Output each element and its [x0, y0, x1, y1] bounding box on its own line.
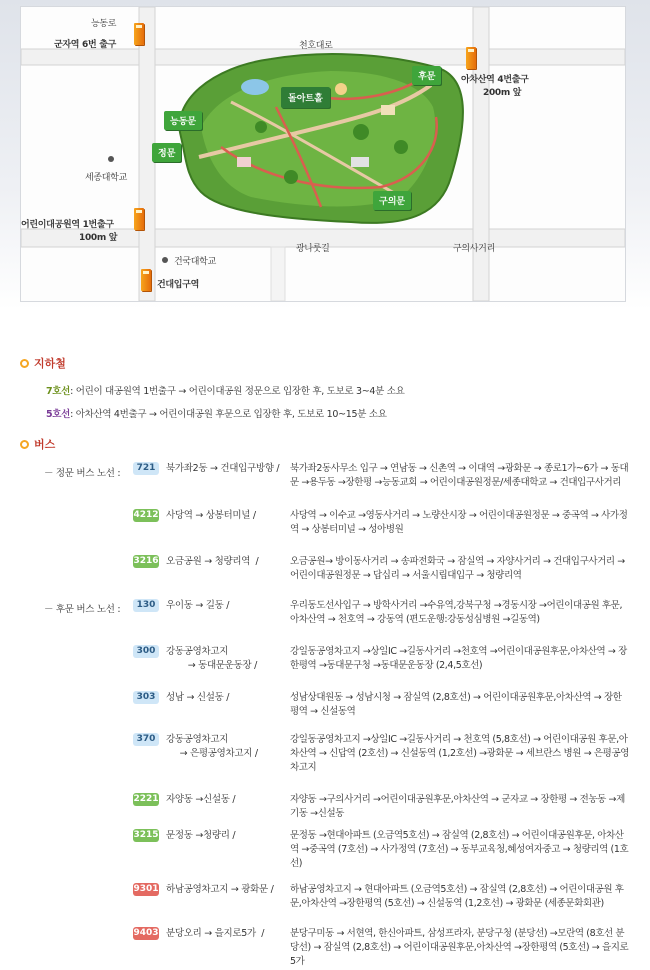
bus-route-stops: 하남공영차고지 → 현대아파트 (오금역5호선) → 잠실역 (2,8호선) → 어린이대공원 후문,아차산역 →장한평역 (5호선) → 신설동역 (1,2호선) → 광화문 (세종문화회관) [290, 884, 624, 909]
gate-main[interactable]: 정문 [152, 143, 181, 162]
bus-route-stops: 성남상대원동 → 성남시청 → 잠실역 (2,8호선) → 어린이대공원후문,아차산역 → 장한평역 → 신설동역 [290, 692, 622, 717]
konkuk-station-marker-icon [141, 269, 151, 291]
station-label-childpark: 어린이대공원역 1번출구 [21, 220, 114, 230]
road-label-gwangnaru: 광나룻길 [296, 244, 330, 254]
bus-number-badge: 130 [133, 599, 159, 612]
road-label-guui-intersection: 구의사거리 [453, 244, 495, 254]
bus-number-badge: 3215 [133, 830, 159, 840]
bus-route-direction: 강동공영차고지 → 은평공영차고지 / [166, 734, 258, 759]
bullet-icon [20, 359, 29, 368]
station-label-childpark-distance: 100m 앞 [79, 233, 118, 243]
bus-number-badge: 4212 [133, 510, 159, 520]
bus-route-direction: 분당오리 → 을지로5가 / [166, 928, 265, 939]
subway-line7 [46, 383, 404, 397]
bus-route-stops: 분당구미동 → 서현역, 한신아파트, 삼성프라자, 분당구청 (분당선) →모란역 (8호선 분당선) → 잠실역 (2,8호선) → 어린이대공원후문,아차산역 →장한평역 (5호선) → 을지로5가 [290, 928, 629, 967]
bus-route-stops: 강일동공영차고지 →상일IC →길동사거리 → 천호역 (5,8호선) → 어린이대공원 후문,아차산역 → 신답역 (2호선) → 신설동역 (1,2호선) →광화문 → 세브란스 병원 → 은평공영차고지 [290, 734, 629, 773]
bus-heading [20, 436, 55, 452]
bus-route-direction: 사당역 → 상봉터미널 / [166, 510, 256, 521]
bus-number-badge: 300 [133, 645, 159, 658]
bus-route-direction: 우이동 → 길동 / [166, 600, 230, 611]
bus-route-stops: 문정동 →현대아파트 (오금역5호선) → 잠실역 (2,8호선) → 어린이대공원후문, 아차산역 →중곡역 (7호선) → 사가정역 (7호선) → 동부교육청,혜성여자중고 → 청량리역 (1호선) [290, 830, 629, 869]
bus-number-badge: 3216 [133, 556, 159, 566]
bus-route-direction: 하남공영차고지 → 광화문 / [166, 884, 274, 895]
place-label-konkuk: 건국대학교 [174, 257, 216, 267]
gate-back[interactable]: 후문 [412, 66, 441, 85]
road-label-cheonho: 천호대로 [299, 41, 333, 51]
sejong-location-icon [108, 156, 114, 162]
bullet-icon [20, 440, 29, 449]
bus-route-direction: 강동공영차고지 → 동대문운동장 / [166, 646, 258, 671]
station-label-achasan-distance: 200m 앞 [483, 88, 522, 98]
bus-heading-text: 버스 [34, 438, 56, 451]
bus-route-stops: 자양동 →구의사거리 →어린이대공원후문,아차산역 → 군자교 → 장한평 → 전농동 →제기동 →신설동 [290, 794, 625, 819]
bus-number-badge: 9403 [133, 928, 159, 938]
line5-name: 5호선 [46, 409, 71, 420]
front-bus-label: － 정문 버스 노선 : [44, 468, 121, 479]
line5-text: : 아차산역 4번출구 → 어린이대공원 후문으로 입장한 후, 도보로 10~15분 소요 [70, 409, 387, 420]
achasan-station-marker-icon [466, 47, 476, 69]
bus-number-badge: 303 [133, 691, 159, 704]
park-map [20, 6, 626, 302]
bus-number-badge: 2221 [133, 794, 159, 804]
bus-route-stops: 사당역 → 이수교 →영동사거리 → 노량산시장 → 어린이대공원정문 → 중곡역 → 사가정역 → 상봉터미널 → 성아병원 [290, 510, 628, 535]
map-graphic [21, 7, 625, 301]
bus-route-stops: 북가좌2동사무소 입구 → 연남동 → 신촌역 → 이대역 →광화문 → 종로1가~6가 → 동대문 →용두동 →장한평 →능동교회 → 어린이대공원정문/세종대학교 → 건대입구사거리 [290, 463, 629, 488]
gunja-station-marker-icon [134, 23, 144, 45]
place-label-sejong: 세종대학교 [85, 173, 127, 183]
station-label-gunja: 군자역 6번 출구 [54, 40, 116, 50]
bus-route-stops: 오금공원→ 방이동사거리 → 송파전화국 → 잠실역 → 자양사거리 → 건대입구사거리 → 어린이대공원정문 → 답십리 → 서울시립대입구 → 청량리역 [290, 556, 625, 581]
subway-line5 [46, 406, 387, 420]
bus-route-direction: 오금공원 → 청량리역 / [166, 556, 259, 567]
bus-number-badge: 721 [133, 462, 159, 475]
station-label-achasan: 아차산역 4번출구 [461, 75, 529, 85]
bus-route-stops: 강일동공영차고지 →상일IC →길동사거리 →천호역 →어린이대공원후문,아차산역 → 장한평역 →동대문구청 →동대문운동장 (2,4,5호선) [290, 646, 627, 671]
subway-heading-text: 지하철 [34, 357, 66, 370]
road-label-neungdongro: 능동로 [91, 19, 117, 29]
gate-guui[interactable]: 구의문 [373, 191, 411, 210]
bus-route-direction: 북가좌2동 → 건대입구방향 / [166, 463, 280, 474]
hall-label: 돌아트홀 [281, 87, 330, 108]
bus-route-stops: 우리동도선사입구 → 방학사거리 →수유역,강북구청 →경동시장 →어린이대공원 후문,아차산역 → 천호역 → 강동역 (편도운행:강동성심병원 →길동역) [290, 600, 623, 625]
bus-route-direction: 문정동 →청량리 / [166, 830, 236, 841]
gate-neungdong[interactable]: 능동문 [164, 111, 202, 130]
back-bus-label: － 후문 버스 노선 : [44, 604, 121, 615]
konkuk-location-icon [162, 257, 168, 263]
bus-route-direction: 성남 → 신설동 / [166, 692, 230, 703]
childpark-station-marker-icon [134, 208, 144, 230]
station-label-konkuk: 건대입구역 [157, 280, 199, 290]
subway-heading [20, 355, 66, 371]
bus-route-direction: 자양동 →신설동 / [166, 794, 236, 805]
line7-name: 7호선 [46, 386, 71, 397]
bus-number-badge: 9301 [133, 884, 159, 894]
line7-text: : 어린이 대공원역 1번출구 → 어린이대공원 정문으로 입장한 후, 도보로 3~4분 소요 [70, 386, 405, 397]
bus-number-badge: 370 [133, 733, 159, 746]
